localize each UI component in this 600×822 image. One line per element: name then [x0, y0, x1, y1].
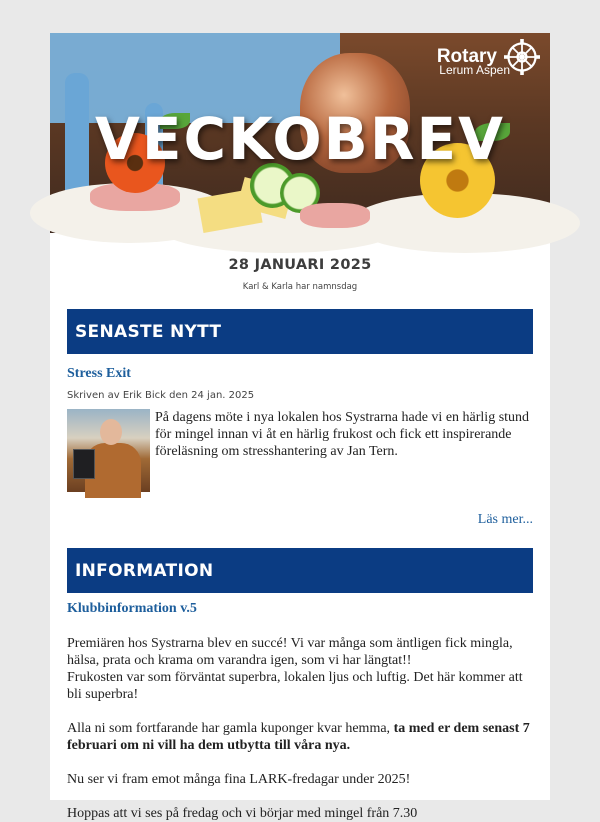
logo-text: Rotary	[436, 46, 497, 67]
info-p2-plain: Alla ni som fortfarande har gamla kuponger kvar hemma,	[67, 721, 394, 736]
issue-date: 28 JANUARI 2025	[228, 257, 372, 273]
newsletter-card	[50, 33, 550, 821]
info-title-link[interactable]: Klubbinformation v.5	[67, 601, 197, 616]
logo-subtitle: Lerum Aspen	[439, 63, 510, 77]
info-p2-bold: ta med er dem senast 7 februari om ni vill ha dem utbytta till våra nya.	[67, 721, 530, 753]
info-paragraph-2	[67, 720, 533, 754]
nameday-text: Karl & Karla har namnsdag	[242, 282, 358, 292]
article-image[interactable]	[67, 409, 150, 492]
info-p1-line2: Frukosten var som förväntat superbra, lokalen ljus och luftig. Det här kommer att bli superbra!	[67, 670, 523, 702]
article-summary	[67, 409, 533, 509]
section-header-info: INFORMATION	[67, 548, 533, 593]
article-byline: Skriven av Erik Bick den 24 jan. 2025	[67, 390, 255, 401]
info-paragraph-3: Nu ser vi fram emot många fina LARK-fredagar under 2025!	[67, 772, 411, 787]
hero-banner	[50, 33, 550, 233]
info-body	[67, 635, 533, 822]
section-header-news: SENASTE NYTT	[67, 309, 533, 354]
article-title-link[interactable]: Stress Exit	[67, 366, 131, 381]
info-p1-line1: Premiären hos Systrarna blev en succé! Vi var många som äntligen fick mingla, hälsa, prata och krama om varandra igen, som vi har längtat!!	[67, 636, 513, 668]
info-paragraph-4: Hoppas att vi ses på fredag och vi börjar med mingel från 7.30	[67, 806, 418, 821]
article-text: På dagens möte i nya lokalen hos Systrarna hade vi en härlig stund för mingel innan vi åt en härlig frukost och fick ett inspirerande föreläsning om stresshantering av Jan Tern.	[155, 410, 530, 459]
info-paragraph-1	[67, 635, 533, 703]
read-more-link[interactable]: Läs mer...	[477, 512, 533, 527]
hero-title: VECKOBREV	[94, 105, 506, 173]
